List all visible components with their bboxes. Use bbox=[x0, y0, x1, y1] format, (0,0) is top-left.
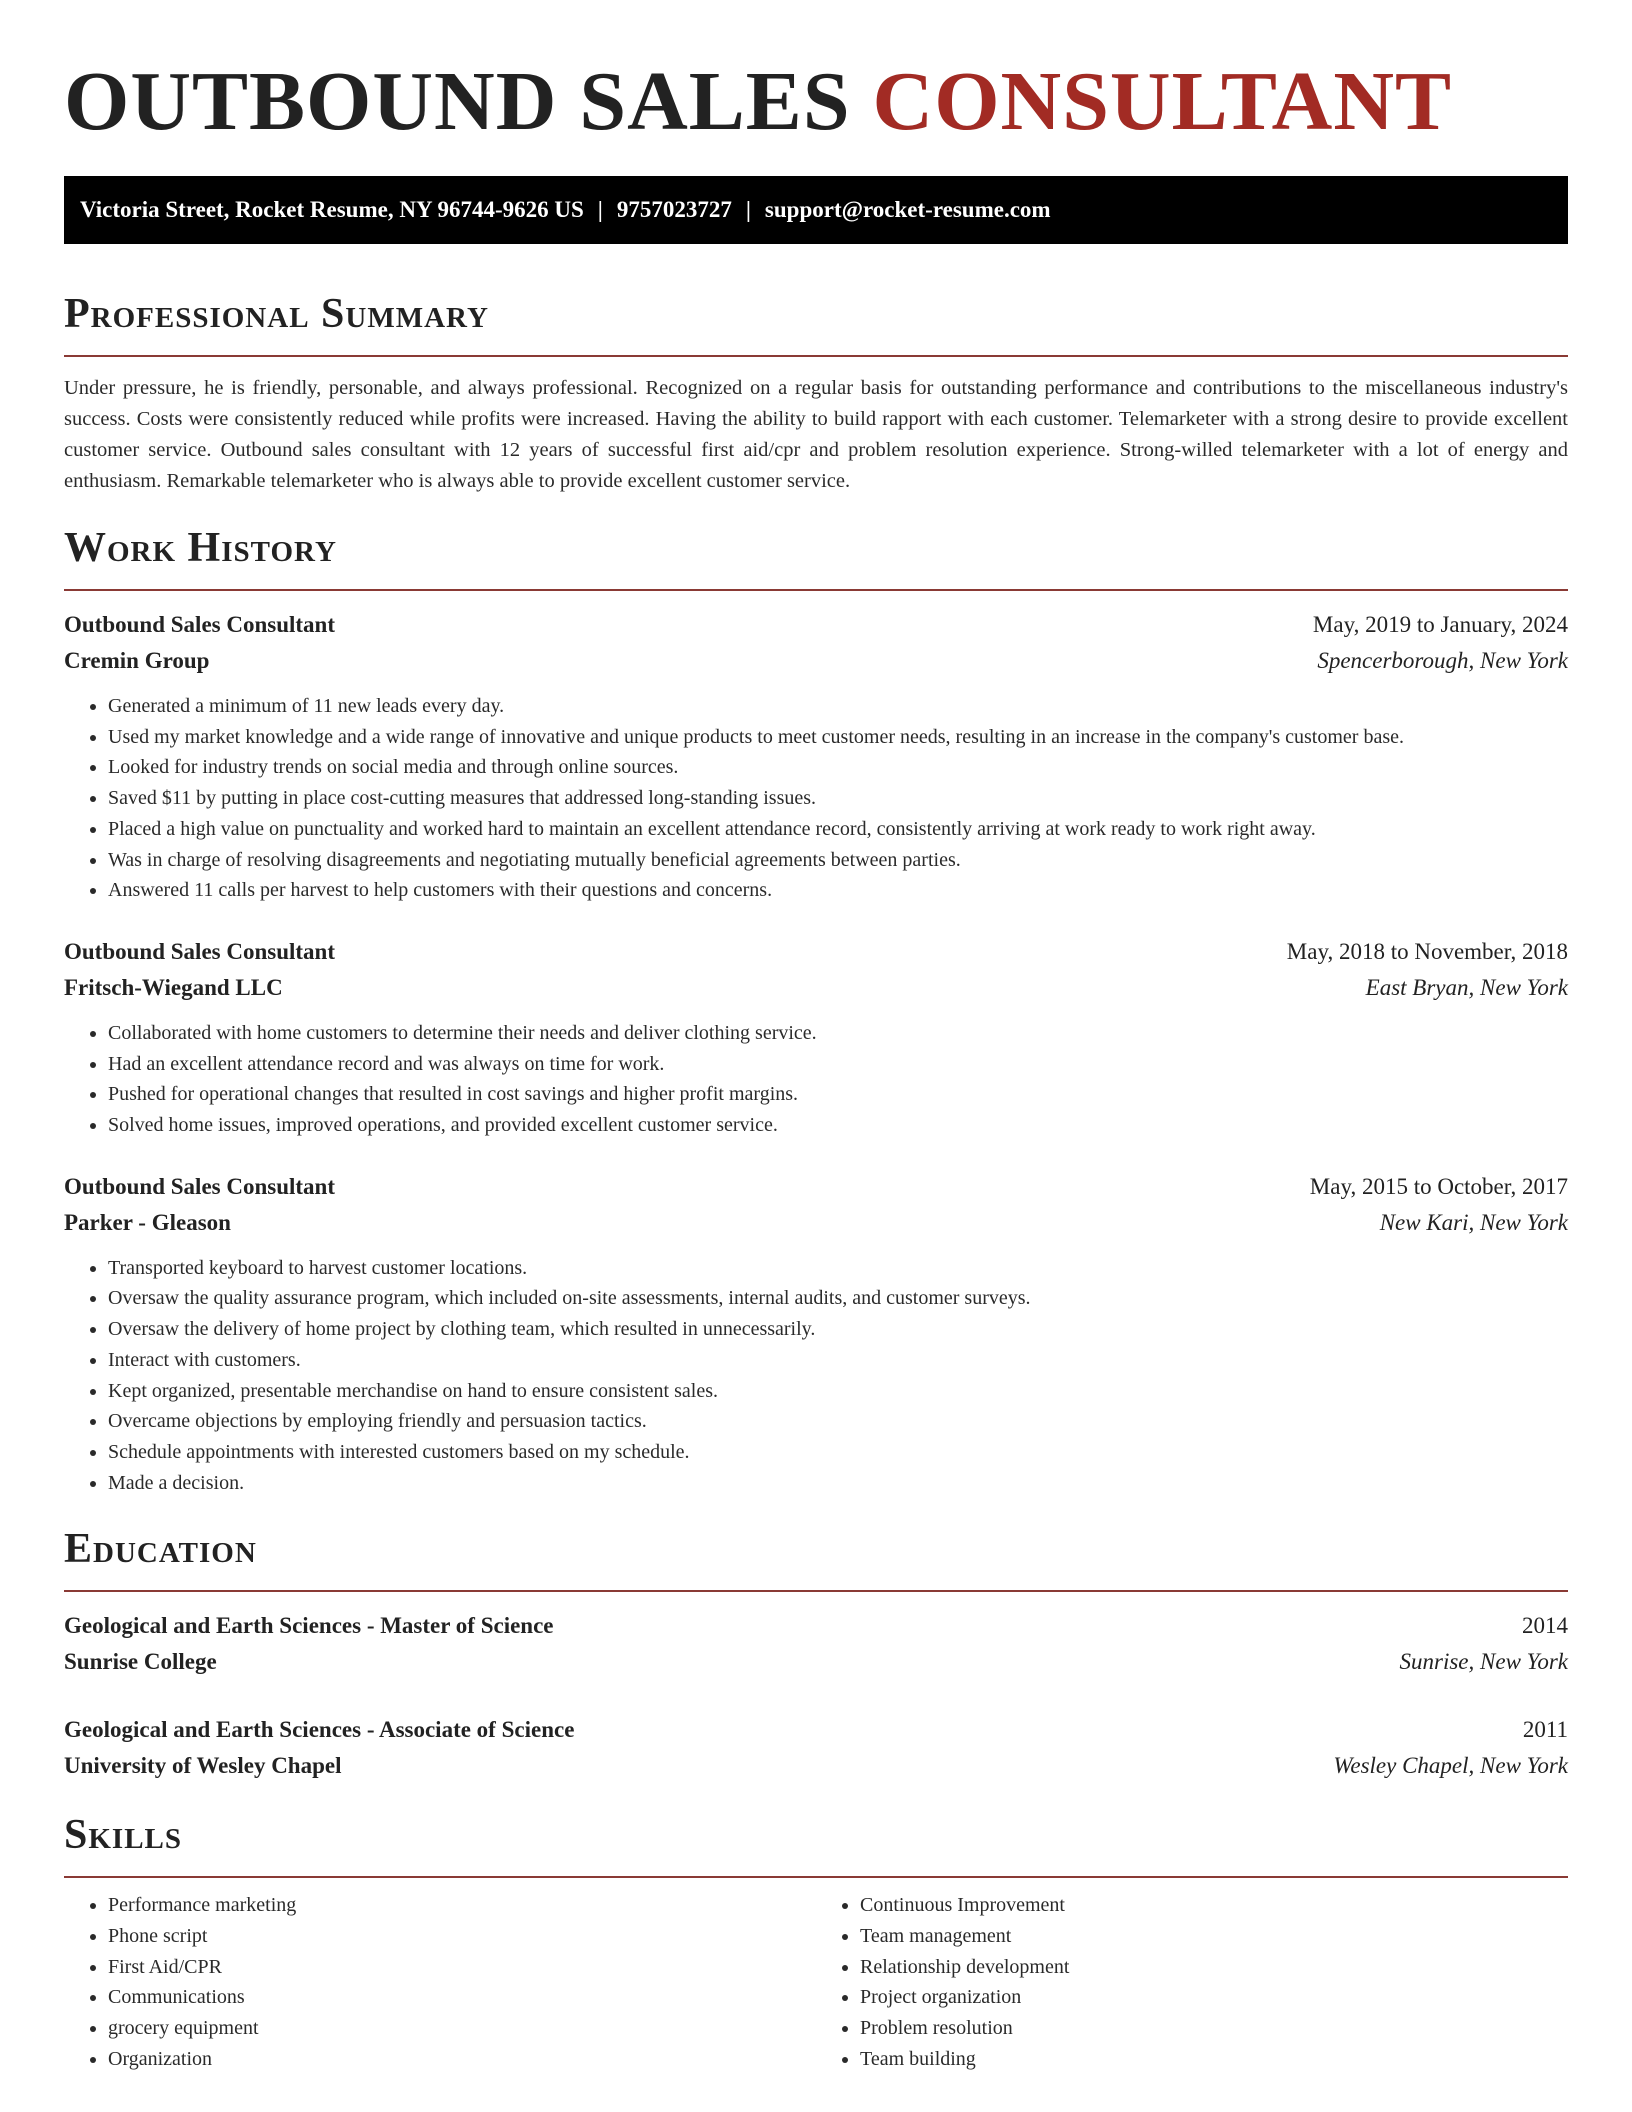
section-title-skills: Skills bbox=[64, 1812, 183, 1859]
job-location: Spencerborough, New York bbox=[1317, 648, 1568, 673]
list-item: • Used my market knowledge and a wide range of innovative and unique products to meet customer needs, resulting in an increase in the company's customer base. bbox=[108, 722, 1568, 753]
list-item: • Oversaw the delivery of home project by clothing team, which resulted in unnecessarily. bbox=[108, 1314, 1568, 1345]
contact-separator: | bbox=[597, 197, 603, 222]
job-header-row bbox=[64, 934, 1568, 970]
section-divider bbox=[64, 1590, 1568, 1592]
list-item: • Transported keyboard to harvest customer locations. bbox=[108, 1253, 1568, 1284]
list-item: • Generated a minimum of 11 new leads every day. bbox=[108, 691, 1568, 722]
skills-list-left bbox=[64, 1890, 816, 2074]
education-school-row bbox=[64, 1644, 1568, 1680]
section-divider bbox=[64, 589, 1568, 591]
job-entry bbox=[64, 607, 1568, 906]
education-entry bbox=[64, 1608, 1568, 1680]
skill-item: • Team building bbox=[860, 2044, 1568, 2075]
skill-item: • Phone script bbox=[108, 1921, 816, 1952]
job-dates: May, 2015 to October, 2017 bbox=[1309, 1173, 1568, 1199]
name-part-1: OUTBOUND SALES bbox=[64, 55, 851, 148]
skills-list-right bbox=[816, 1890, 1568, 2074]
job-company-row bbox=[64, 970, 1568, 1006]
job-title: Outbound Sales Consultant bbox=[64, 1173, 335, 1199]
skill-item: • Performance marketing bbox=[108, 1890, 816, 1921]
skill-item: • Organization bbox=[108, 2044, 816, 2075]
education-school: Sunrise College bbox=[64, 1649, 217, 1675]
list-item: • Schedule appointments with interested customers based on my schedule. bbox=[108, 1437, 1568, 1468]
section-title-summary: Professional Summary bbox=[64, 291, 489, 337]
job-company: Cremin Group bbox=[64, 648, 210, 673]
education-location: Wesley Chapel, New York bbox=[1333, 1753, 1568, 1779]
list-item: • Saved $11 by putting in place cost-cutting measures that addressed long-standing issues. bbox=[108, 783, 1568, 814]
education-degree-row bbox=[64, 1608, 1568, 1644]
education-year: 2011 bbox=[1522, 1717, 1568, 1743]
job-bullets bbox=[64, 1253, 1568, 1499]
skill-item: • Problem resolution bbox=[860, 2013, 1568, 2044]
education-school-row bbox=[64, 1748, 1568, 1784]
list-item: • Was in charge of resolving disagreements and negotiating mutually beneficial agreements between parties. bbox=[108, 845, 1568, 876]
list-item: • Had an excellent attendance record and was always on time for work. bbox=[108, 1049, 1568, 1080]
skill-item: • Continuous Improvement bbox=[860, 1890, 1568, 1921]
contact-phone[interactable]: 9757023727 bbox=[616, 197, 732, 222]
education-location: Sunrise, New York bbox=[1399, 1649, 1568, 1675]
list-item: • Kept organized, presentable merchandise on hand to ensure consistent sales. bbox=[108, 1376, 1568, 1407]
list-item: • Pushed for operational changes that resulted in cost savings and higher profit margins. bbox=[108, 1079, 1568, 1110]
education-entry bbox=[64, 1712, 1568, 1784]
job-header-row bbox=[64, 607, 1568, 643]
job-header-row bbox=[64, 1169, 1568, 1205]
job-company-row bbox=[64, 643, 1568, 679]
list-item: • Oversaw the quality assurance program, which included on-site assessments, internal audits, and customer surveys. bbox=[108, 1283, 1568, 1314]
list-item: • Looked for industry trends on social media and through online sources. bbox=[108, 752, 1568, 783]
list-item: • Answered 11 calls per harvest to help customers with their questions and concerns. bbox=[108, 875, 1568, 906]
work-history-section bbox=[64, 523, 1568, 1498]
skill-item: • First Aid/CPR bbox=[108, 1952, 816, 1983]
skills-section bbox=[64, 1810, 1568, 2074]
skills-grid bbox=[64, 1890, 1568, 2074]
skill-item: • Communications bbox=[108, 1982, 816, 2013]
contact-address: Victoria Street, Rocket Resume, NY 96744-9626 US bbox=[80, 197, 584, 222]
section-title-work-history: Work History bbox=[64, 525, 337, 571]
section-divider bbox=[64, 355, 1568, 357]
job-dates: May, 2019 to January, 2024 bbox=[1312, 612, 1568, 637]
section-title-education: Education bbox=[64, 1526, 257, 1573]
list-item: • Overcame objections by employing friendly and persuasion tactics. bbox=[108, 1406, 1568, 1437]
education-school: University of Wesley Chapel bbox=[64, 1753, 342, 1779]
job-company: Parker - Gleason bbox=[64, 1209, 231, 1235]
list-item: • Solved home issues, improved operations, and provided excellent customer service. bbox=[108, 1110, 1568, 1141]
list-item: • Placed a high value on punctuality and worked hard to maintain an excellent attendance record, consistently arriving at work ready to work right away. bbox=[108, 814, 1568, 845]
education-degree-row bbox=[64, 1712, 1568, 1748]
education-year: 2014 bbox=[1522, 1613, 1568, 1639]
section-divider bbox=[64, 1876, 1568, 1878]
contact-separator: | bbox=[745, 197, 751, 222]
summary-section bbox=[64, 289, 1568, 497]
skill-item: • Relationship development bbox=[860, 1952, 1568, 1983]
summary-text: Under pressure, he is friendly, personable, and always professional. Recognized on a regular basis for outstanding performance and contributions to the miscellaneous industry's success. Costs were consistently reduced while profits were increased. Having the ability to build rapport with each customer. Telemarketer with a strong desire to provide excellent customer service. Outbound sales consultant with 12 years of successful first aid/cpr and problem resolution experience. Strong-willed telemarketer with a lot of energy and enthusiasm. Remarkable telemarketer who is always able to provide excellent customer service. bbox=[64, 377, 1568, 492]
job-title: Outbound Sales Consultant bbox=[64, 938, 335, 964]
skill-item: • Team management bbox=[860, 1921, 1568, 1952]
list-item: • Made a decision. bbox=[108, 1468, 1568, 1499]
list-item: • Interact with customers. bbox=[108, 1345, 1568, 1376]
education-degree: Geological and Earth Sciences - Master of Science bbox=[64, 1613, 554, 1639]
job-company-row bbox=[64, 1205, 1568, 1241]
contact-email[interactable]: support@rocket-resume.com bbox=[764, 197, 1051, 222]
name-part-2: CONSULTANT bbox=[872, 55, 1453, 148]
list-item: • Collaborated with home customers to determine their needs and deliver clothing service. bbox=[108, 1018, 1568, 1049]
education-section bbox=[64, 1524, 1568, 1784]
skill-item: • Project organization bbox=[860, 1982, 1568, 2013]
resume-name bbox=[64, 0, 1568, 148]
job-company: Fritsch-Wiegand LLC bbox=[64, 974, 283, 1000]
job-dates: May, 2018 to November, 2018 bbox=[1286, 938, 1568, 964]
education-degree: Geological and Earth Sciences - Associate of Science bbox=[64, 1717, 575, 1743]
job-entry bbox=[64, 1169, 1568, 1499]
skill-item: • grocery equipment bbox=[108, 2013, 816, 2044]
job-location: East Bryan, New York bbox=[1365, 974, 1568, 1000]
job-bullets bbox=[64, 691, 1568, 906]
job-location: New Kari, New York bbox=[1379, 1209, 1568, 1235]
job-bullets bbox=[64, 1018, 1568, 1141]
job-entry bbox=[64, 934, 1568, 1141]
job-title: Outbound Sales Consultant bbox=[64, 612, 335, 637]
contact-bar bbox=[64, 176, 1568, 244]
